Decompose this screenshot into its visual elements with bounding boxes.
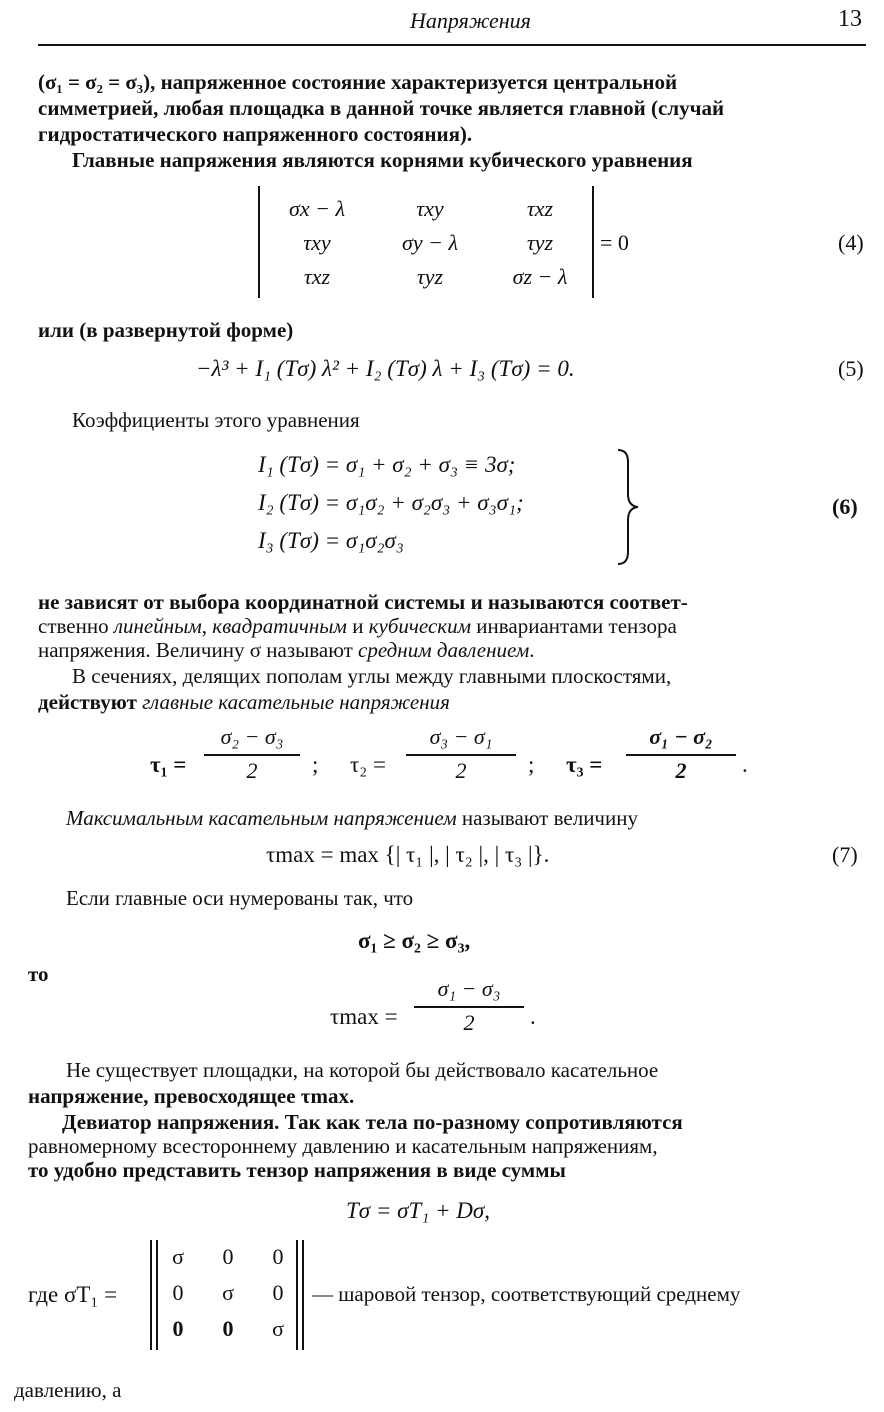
fraction-numerator: σ₃ − σ₁ [429, 724, 493, 749]
term-cubic: кубическим [368, 614, 472, 638]
text-max-rest: называют величину [456, 806, 638, 830]
matrix-cell: 0 [172, 1316, 184, 1341]
tail-text: давлению, а [14, 1378, 122, 1402]
para4-text: Так как тела по-разному сопротивляются [279, 1110, 683, 1134]
text-coefficients: Коэффициенты этого уравнения [72, 408, 360, 432]
para1-line2: симметрией, любая площадка в данной точке является главной (случай [38, 96, 725, 120]
spherical-lhs: где σT₁ = [28, 1282, 118, 1307]
para2-line4: В сечениях, делящих пополам углы между главными плоскостями, [72, 664, 672, 688]
invariant-2: I₂ (Tσ) = σ₁σ₂ + σ₂σ₃ + σ₃σ₁; [258, 490, 524, 515]
tau-max-lhs: τmax = [330, 1004, 398, 1029]
matrix-cell: τxy [303, 230, 331, 255]
right-brace-icon [612, 448, 642, 566]
fraction-denominator: 2 [246, 758, 258, 783]
equation-4-label: (4) [838, 230, 864, 255]
norm-bar-left [150, 1240, 152, 1350]
end-period: . [742, 752, 748, 777]
matrix-cell: 0 [222, 1244, 234, 1269]
tau2-fraction [406, 724, 516, 784]
matrix-cell: σx − λ [289, 196, 345, 221]
para3-line1: Не существует площадки, на которой бы действовало касательное [66, 1058, 659, 1082]
invariant-3: I₃ (Tσ) = σ₁σ₂σ₃ [258, 528, 404, 553]
end-period: . [530, 1004, 536, 1029]
para2-text: ственно [38, 614, 114, 638]
para2-text: инвариантами тензора [471, 614, 677, 638]
term-quadratic: квадратичным [212, 614, 347, 638]
para4-line2: равномерному всестороннему давлению и касательным напряжениям, [28, 1134, 658, 1158]
term-max-shear: Максимальным касательным напряжением [66, 806, 457, 830]
running-header: Напряжения [410, 8, 531, 33]
para2-text: . [529, 638, 535, 662]
equation-order: σ₁ ≥ σ₂ ≥ σ₃, [358, 928, 471, 953]
fraction-denominator: 2 [455, 758, 467, 783]
equation-7: τmax = max {| τ₁ |, | τ₂ |, | τ₃ |}. [266, 842, 550, 867]
matrix-cell: σz − λ [512, 264, 568, 289]
equation-5: −λ³ + I₁ (Tσ) λ² + I₂ (Tσ) λ + I₃ (Tσ) = 0. [196, 356, 575, 381]
matrix-cell: τyz [416, 264, 444, 289]
para3-line2: напряжение, превосходящее τmax. [28, 1084, 355, 1108]
para2-text: напряжения. Величину σ называют [38, 638, 359, 662]
header-rule [38, 44, 866, 46]
tau1-lhs: τ₁ = [150, 752, 187, 777]
fraction-bar [626, 754, 736, 756]
matrix-cell: 0 [272, 1280, 284, 1305]
norm-bar-right [302, 1240, 304, 1350]
term-principal-shear: главные касательные напряжения [142, 690, 450, 714]
tau3-lhs: τ₃ = [566, 752, 603, 777]
fraction-bar [204, 754, 300, 756]
spherical-description: — шаровой тензор, соответствующий среднему [312, 1282, 741, 1306]
page-number: 13 [838, 6, 862, 32]
matrix-cell: τxy [416, 196, 444, 221]
separator: ; [528, 752, 535, 777]
tau3-fraction [626, 724, 736, 784]
text-max-shear [66, 806, 638, 830]
matrix-cell: 0 [172, 1280, 184, 1305]
para1-line4: Главные напряжения являются корнями кубического уравнения [72, 148, 693, 172]
para2-line1: не зависят от выбора координатной системы и называются соответ- [38, 590, 688, 614]
para2-text: действуют [38, 690, 143, 714]
section-heading-deviator: Девиатор напряжения. [62, 1110, 280, 1134]
term-linear: линейным [113, 614, 202, 638]
matrix-cell: σ [172, 1244, 184, 1269]
fraction-numerator: σ₁ − σ₃ [437, 976, 501, 1001]
fraction-denominator: 2 [675, 758, 687, 783]
separator: ; [312, 752, 319, 777]
equation-4-rhs: = 0 [600, 230, 629, 255]
fraction-numerator: σ₂ − σ₃ [220, 724, 284, 749]
fraction-bar [406, 754, 516, 756]
para1-line3: гидростатического напряженного состояния). [38, 122, 473, 146]
tau1-fraction [204, 724, 300, 784]
matrix-cell: τxz [526, 196, 554, 221]
text-if-axes: Если главные оси нумерованы так, что [66, 886, 414, 910]
para2-line3 [38, 638, 534, 662]
matrix-cell: 0 [272, 1244, 284, 1269]
para4-line3: то удобно представить тензор напряжения в виде суммы [28, 1158, 566, 1182]
tau-max-fraction [414, 976, 524, 1036]
para1-line1: (σ₁ = σ₂ = σ₃), напряженное состояние характеризуется центральной [38, 70, 678, 94]
para2-text: и [346, 614, 369, 638]
fraction-numerator: σ₁ − σ₂ [649, 724, 713, 749]
equation-7-label: (7) [832, 842, 858, 867]
text-then: то [28, 962, 49, 986]
para4-line1 [62, 1110, 683, 1134]
fraction-bar [414, 1006, 524, 1008]
para2-text: , [201, 614, 213, 638]
determinant-left-bar [258, 186, 260, 298]
equation-tensor-sum: Tσ = σT₁ + Dσ, [346, 1198, 491, 1223]
equation-6-label: (6) [832, 494, 858, 519]
tau2-lhs: τ₂ = [350, 752, 386, 777]
para2-line5 [38, 690, 450, 714]
fraction-denominator: 2 [463, 1010, 475, 1035]
para2-line2 [38, 614, 677, 638]
matrix-cell: σy − λ [402, 230, 458, 255]
term-mean-pressure: средним давлением [358, 638, 530, 662]
matrix-cell: σ [222, 1280, 234, 1305]
invariant-1: I₁ (Tσ) = σ₁ + σ₂ + σ₃ ≡ 3σ; [258, 452, 516, 477]
equation-5-label: (5) [838, 356, 864, 381]
matrix-cell: τxz [303, 264, 331, 289]
matrix-cell: σ [272, 1316, 284, 1341]
text-expanded-form: или (в развернутой форме) [38, 318, 294, 342]
matrix-cell: τyz [526, 230, 554, 255]
matrix-cell: 0 [222, 1316, 234, 1341]
